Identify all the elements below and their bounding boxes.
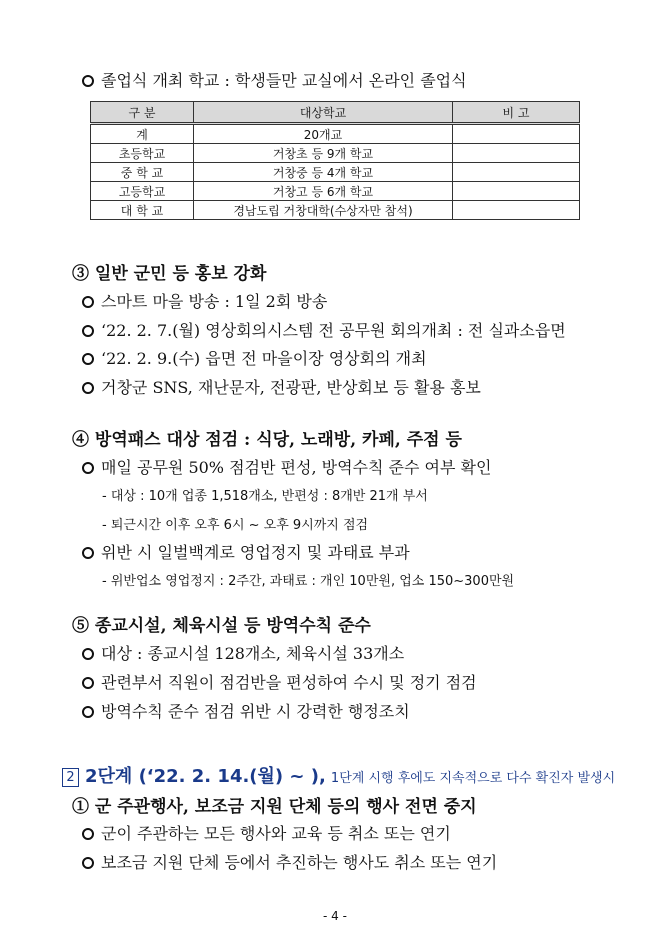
- sub-item: - 위반업소 영업정지 : 2주간, 과태료 : 개인 10만원, 업소 150~300만원: [102, 574, 515, 589]
- circle-bullet-icon: [82, 677, 94, 689]
- section-5-title: ⑤ 종교시설, 체육시설 등 방역수칙 준수: [72, 616, 371, 636]
- col-header-category: 구 분: [91, 102, 194, 124]
- table-cell: 중 학 교: [91, 163, 194, 182]
- list-item: 매일 공무원 50% 점검반 편성, 방역수칙 준수 여부 확인: [82, 455, 491, 478]
- table-cell: [453, 124, 580, 144]
- section-3-title: ③ 일반 군민 등 홍보 강화: [72, 264, 267, 284]
- list-item: 위반 시 일벌백계로 영업정지 및 과태료 부과: [82, 540, 410, 563]
- sub-item: - 퇴근시간 이후 오후 6시 ~ 오후 9시까지 점검: [102, 518, 369, 533]
- graduation-heading: 졸업식 개최 학교 : 학생들만 교실에서 온라인 졸업식: [82, 68, 467, 91]
- table-cell: 경남도립 거창대학(수상자만 참석): [194, 201, 453, 220]
- circle-bullet-icon: [82, 828, 94, 840]
- list-item: 관련부서 직원이 점검반을 편성하여 수시 및 정기 점검: [82, 670, 477, 693]
- table-row: [91, 124, 580, 144]
- sub-item: - 대상 : 10개 업종 1,518개소, 반편성 : 8개반 21개 부서: [102, 489, 428, 504]
- table-row: [91, 144, 580, 163]
- table-cell: 20개교: [194, 124, 453, 144]
- table-cell: 초등학교: [91, 144, 194, 163]
- stage-title: 2단계 (‘22. 2. 14.(월) ~ ),: [85, 766, 326, 787]
- page-number: - 4 -: [323, 909, 347, 923]
- circle-bullet-icon: [82, 706, 94, 718]
- table-cell: [453, 144, 580, 163]
- table-cell: [453, 201, 580, 220]
- table-cell: 거창고 등 6개 학교: [194, 182, 453, 201]
- col-header-school: 대상학교: [194, 102, 453, 124]
- list-item: 스마트 마을 방송 : 1일 2회 방송: [82, 289, 327, 312]
- circle-bullet-icon: [82, 462, 94, 474]
- circle-bullet-icon: [82, 296, 94, 308]
- table-row: [91, 201, 580, 220]
- list-item: 거창군 SNS, 재난문자, 전광판, 반상회보 등 활용 홍보: [82, 375, 481, 398]
- col-header-note: 비 고: [453, 102, 580, 124]
- circle-bullet-icon: [82, 547, 94, 559]
- table-header-row: [91, 102, 580, 124]
- table-row: [91, 182, 580, 201]
- stage-note: 1단계 시행 후에도 지속적으로 다수 확진자 발생시: [330, 771, 616, 786]
- stage-2-heading: [62, 762, 615, 788]
- stage-number-box: 2: [62, 768, 79, 787]
- circle-bullet-icon: [82, 648, 94, 660]
- section-1b-title: ① 군 주관행사, 보조금 지원 단체 등의 행사 전면 중지: [72, 797, 477, 817]
- table-cell: [453, 163, 580, 182]
- circle-bullet-icon: [82, 857, 94, 869]
- circle-bullet-icon: [82, 325, 94, 337]
- section-4-title: ④ 방역패스 대상 점검 : 식당, 노래방, 카페, 주점 등: [72, 430, 462, 450]
- table-cell: 고등학교: [91, 182, 194, 201]
- list-item: ‘22. 2. 9.(수) 읍면 전 마을이장 영상회의 개최: [82, 346, 427, 369]
- table-row: [91, 163, 580, 182]
- table-cell: 계: [91, 124, 194, 144]
- circle-bullet-icon: [82, 75, 94, 87]
- list-item: 방역수칙 준수 점검 위반 시 강력한 행정조치: [82, 699, 410, 722]
- table-cell: 대 학 교: [91, 201, 194, 220]
- table-cell: [453, 182, 580, 201]
- circle-bullet-icon: [82, 382, 94, 394]
- table-cell: 거창중 등 4개 학교: [194, 163, 453, 182]
- list-item: 군이 주관하는 모든 행사와 교육 등 취소 또는 연기: [82, 821, 451, 844]
- school-table: [90, 101, 580, 220]
- list-item: 보조금 지원 단체 등에서 추진하는 행사도 취소 또는 연기: [82, 850, 497, 873]
- list-item: ‘22. 2. 7.(월) 영상회의시스템 전 공무원 회의개최 : 전 실과소읍면: [82, 318, 566, 341]
- table-cell: 거창초 등 9개 학교: [194, 144, 453, 163]
- circle-bullet-icon: [82, 353, 94, 365]
- list-item: 대상 : 종교시설 128개소, 체육시설 33개소: [82, 641, 404, 664]
